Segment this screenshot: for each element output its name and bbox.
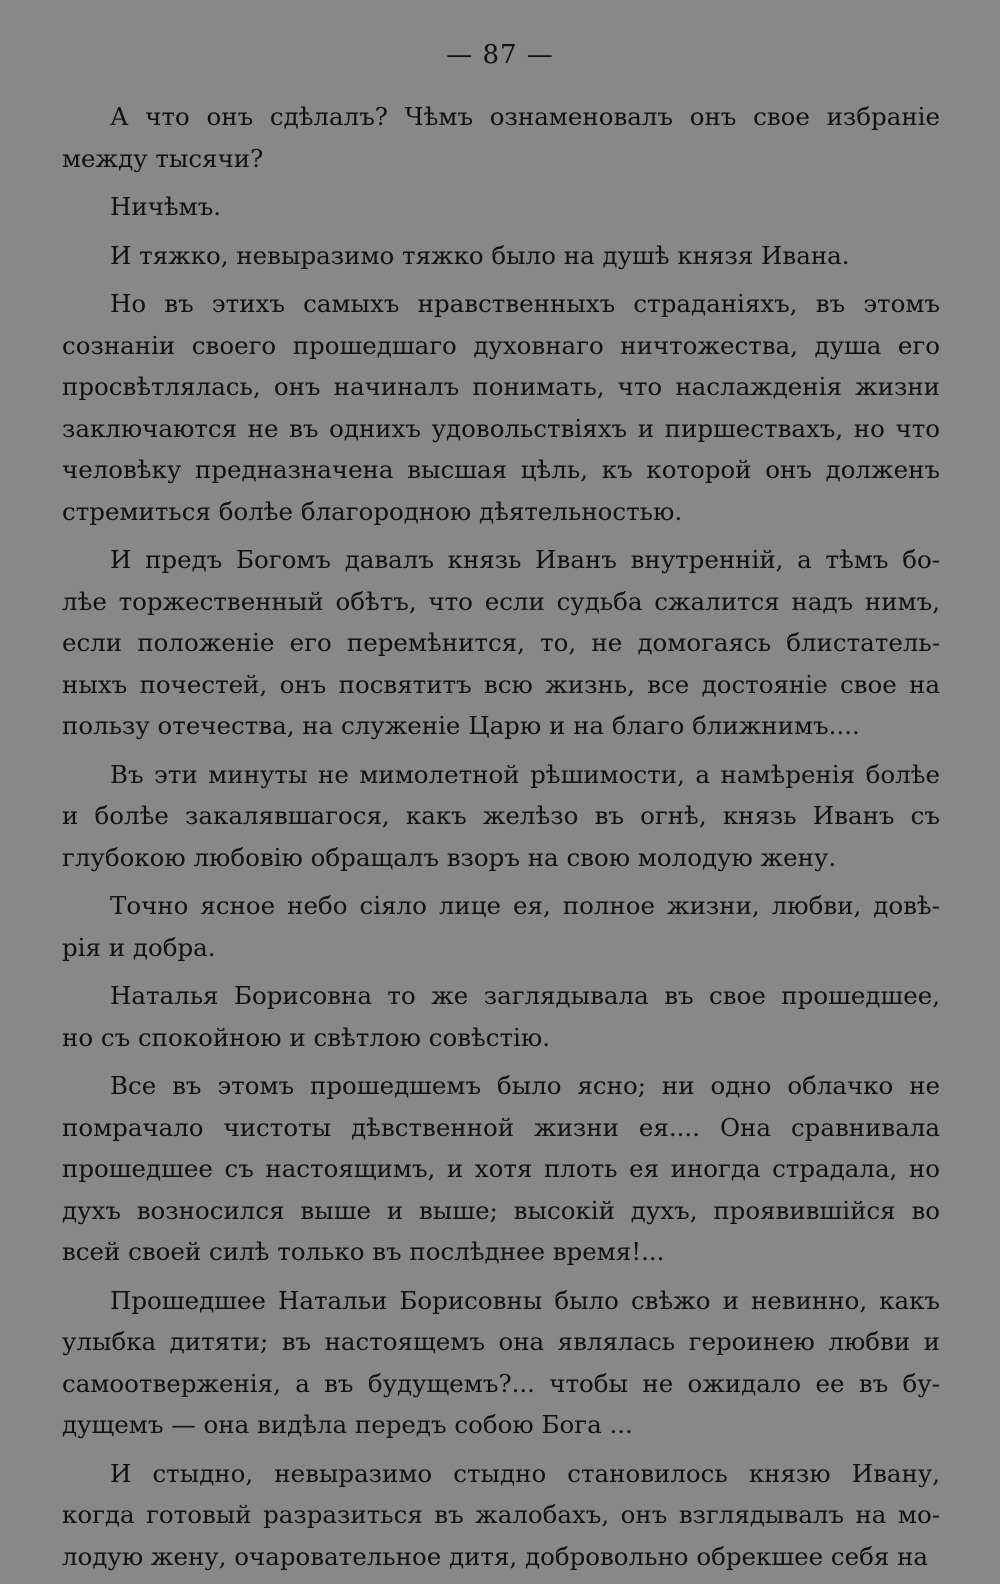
- paragraph: [62, 754, 940, 879]
- paragraph: [62, 885, 940, 968]
- body-text: [62, 96, 940, 1584]
- text-line: Все въ этомъ прошедшемъ было ясно; ни одно облачко не: [110, 1071, 940, 1100]
- text-line: И стыдно, невыразимо стыдно становилось князю Ивану,: [110, 1458, 940, 1488]
- text-line: прошедшее съ настоящимъ, и хотя плоть ея иногда страдала, но: [62, 1154, 940, 1183]
- text-line: ныхъ почестей, онъ посвятитъ всю жизнь, все достояніе свое на: [62, 669, 940, 699]
- text-line: глубокою любовію обращалъ взоръ на свою молодую жену.: [62, 842, 837, 872]
- text-line: лодую жену, очаровательное дитя, добровольно обрекшее себя на: [62, 1541, 929, 1571]
- text-line: и болѣе закалявшагося, какъ желѣзо въ огнѣ, князь Иванъ съ: [62, 801, 940, 830]
- text-line: пользу отечества, на служеніе Царю и на благо ближнимъ....: [62, 711, 860, 740]
- text-line: но съ спокойною и свѣтлою совѣстію.: [62, 1022, 551, 1052]
- text-line: И тяжко, невыразимо тяжко было на душѣ князя Ивана.: [110, 240, 850, 270]
- text-line: А что онъ сдѣлалъ? Чѣмъ ознаменовалъ онъ свое избраніе: [110, 102, 940, 131]
- text-line: человѣку предназначена высшая цѣль, къ которой онъ долженъ: [62, 455, 940, 484]
- text-line: просвѣтлялась, онъ начиналъ понимать, что наслажденія жизни: [62, 372, 940, 401]
- page-number: — 87 —: [446, 40, 554, 70]
- text-line: улыбка дитяти; въ настоящемъ она являлась героинею любви и: [62, 1327, 940, 1356]
- text-line: стремиться болѣе благородною дѣятельностью.: [62, 496, 683, 526]
- text-line: лѣе торжественный обѣтъ, что если судьба сжалится надъ нимъ,: [62, 586, 940, 616]
- text-line: самоотверженія, а въ будущемъ?... чтобы не ожидало ее въ бу-: [62, 1368, 940, 1398]
- text-line: заключаются не въ однихъ удовольствіяхъ и пиршествахъ, но что: [62, 413, 940, 443]
- text-line: Точно ясное небо сіяло лице ея, полное жизни, любви, довѣ-: [110, 891, 940, 920]
- paragraph: [62, 235, 940, 277]
- paragraph: [62, 186, 940, 228]
- text-line: всей своей силѣ только въ послѣднее время!...: [62, 1237, 665, 1266]
- paragraph: [62, 539, 940, 747]
- text-line: И предъ Богомъ давалъ князь Иванъ внутренній, а тѣмъ бо-: [110, 545, 940, 574]
- paragraph: [62, 1280, 940, 1446]
- paragraph: [62, 975, 940, 1058]
- text-line: Ничѣмъ.: [110, 192, 222, 221]
- text-line: дущемъ — она видѣла передъ собою Бога ...: [62, 1410, 633, 1439]
- paragraph: [62, 1453, 940, 1578]
- text-line: сознаніи своего прошедшаго духовнаго ничтожества, душа его: [62, 330, 940, 360]
- text-line: помрачало чистоты дѣвственной жизни ея.... Она сравнивала: [62, 1112, 940, 1142]
- text-line: Прошедшее Натальи Борисовны было свѣжо и невинно, какъ: [110, 1285, 940, 1315]
- text-line: рія и добра.: [62, 932, 216, 962]
- text-line: когда готовый разразиться въ жалобахъ, онъ взглядывалъ на мо-: [62, 1500, 940, 1529]
- text-line: Въ эти минуты не мимолетной рѣшимости, а намѣренія болѣе: [110, 759, 940, 789]
- text-line: между тысячи?: [62, 143, 264, 173]
- text-line: если положеніе его перемѣнится, то, не домогаясь блистатель-: [62, 628, 940, 657]
- text-line: Но въ этихъ самыхъ нравственныхъ страданіяхъ, въ этомъ: [110, 289, 940, 318]
- text-line: духъ возносился выше и выше; высокій духъ, проявившійся во: [62, 1195, 940, 1225]
- paragraph: [62, 96, 940, 179]
- paragraph: [62, 283, 940, 532]
- paragraph: [62, 1065, 940, 1273]
- text-line: Наталья Борисовна то же заглядывала въ свое прошедшее,: [110, 981, 940, 1010]
